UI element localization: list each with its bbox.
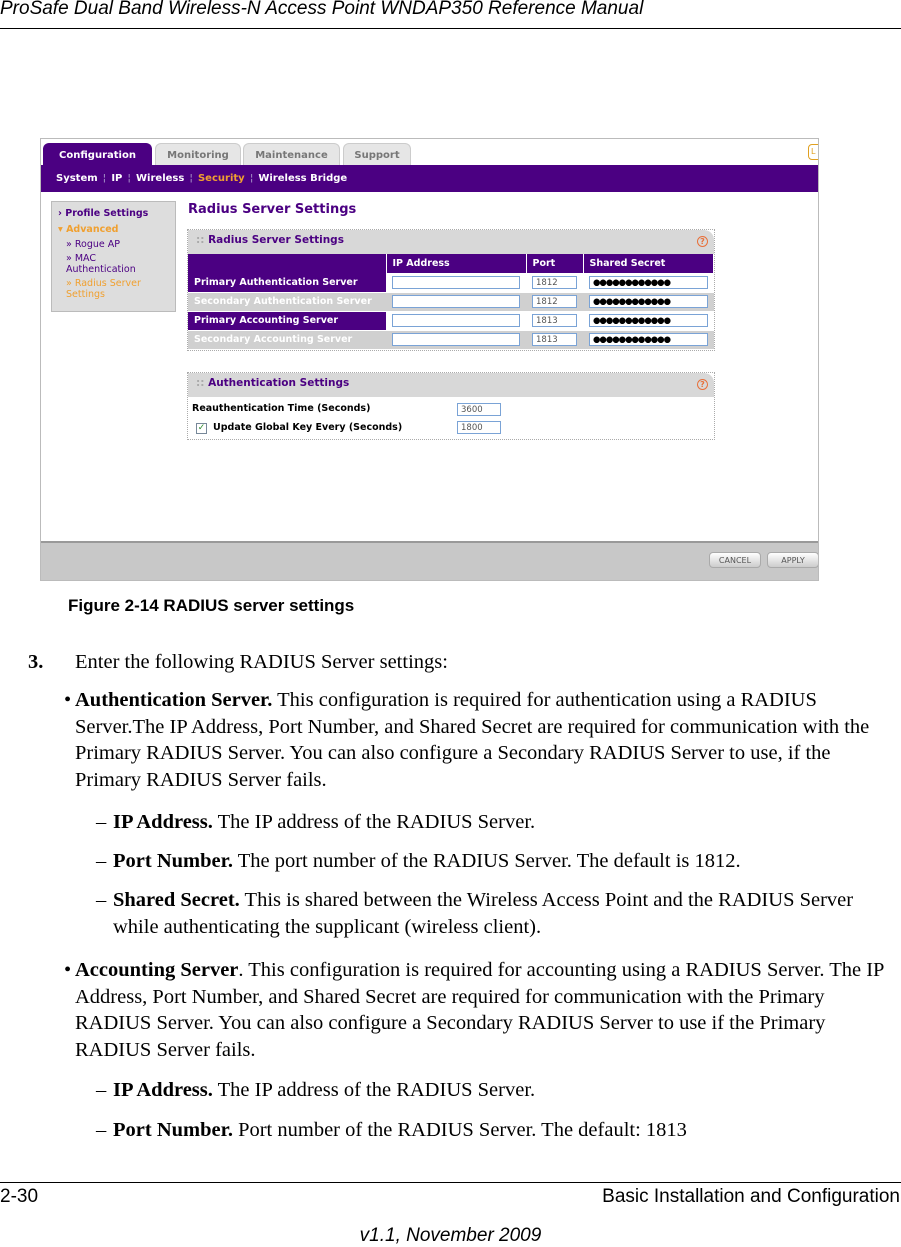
- running-header: ProSafe Dual Band Wireless-N Access Point WNDAP350 Reference Manual: [0, 0, 644, 19]
- step-text: Enter the following RADIUS Server settings:: [75, 651, 448, 673]
- ip-input[interactable]: [392, 276, 520, 289]
- figure-caption: Figure 2-14 RADIUS server settings: [68, 596, 355, 615]
- row-label: Primary Accounting Server: [188, 311, 386, 330]
- header-rule: [0, 28, 901, 29]
- item-title: IP Address.: [113, 811, 213, 833]
- item-title: IP Address.: [113, 1079, 213, 1101]
- item-title: Shared Secret.: [113, 889, 240, 911]
- secret-input[interactable]: ●●●●●●●●●●●●: [589, 276, 708, 289]
- nav-separator: ¦: [127, 173, 132, 184]
- port-input[interactable]: 1812: [532, 295, 577, 308]
- dash: –: [96, 889, 107, 911]
- col-header-secret: Shared Secret: [583, 254, 714, 273]
- secret-input[interactable]: ●●●●●●●●●●●●: [589, 333, 708, 346]
- sidebar-profile-settings[interactable]: › Profile Settings: [58, 208, 149, 219]
- table-row: [188, 311, 714, 330]
- dash: –: [96, 1079, 107, 1101]
- tab-maintenance[interactable]: Maintenance: [243, 143, 340, 166]
- secret-input[interactable]: ●●●●●●●●●●●●: [589, 314, 708, 327]
- update-key-input[interactable]: 1800: [457, 421, 501, 434]
- ip-input[interactable]: [392, 333, 520, 346]
- footer-rule: [0, 1182, 901, 1183]
- panel-title: Authentication Settings: [208, 377, 350, 389]
- authentication-settings-panel: [187, 372, 715, 440]
- reauth-input[interactable]: 3600: [457, 403, 501, 416]
- sidebar-advanced[interactable]: ▾ Advanced: [58, 224, 119, 235]
- help-icon[interactable]: ?: [697, 379, 708, 390]
- bullet: •: [64, 959, 72, 981]
- dash: –: [96, 811, 107, 833]
- button-bar: [41, 541, 819, 581]
- radius-server-panel: [187, 229, 715, 351]
- col-header: [188, 254, 386, 273]
- row-label: Secondary Accounting Server: [188, 330, 386, 349]
- auth-server-title: Authentication Server.: [75, 689, 273, 711]
- help-icon[interactable]: ?: [697, 236, 708, 247]
- nav-separator: ¦: [249, 173, 254, 184]
- col-header-port: Port: [526, 254, 583, 273]
- update-key-label: Update Global Key Every (Seconds): [213, 422, 403, 433]
- page-title: Radius Server Settings: [188, 202, 357, 217]
- nav-wireless[interactable]: Wireless: [136, 173, 185, 184]
- item-text: This is shared between the Wireless Access Point and the RADIUS Server while authenticating the supplicant (wireless client).: [113, 889, 854, 938]
- nav-separator: ¦: [102, 173, 107, 184]
- accounting-server-text: . This configuration is required for accounting using a RADIUS Server. The IP Address, Port Number, and Shared Secret are required for communication with the Primary RADIUS Server. You can also configure a Secondary RADIUS Server to use if the Primary RADIUS Server fails.: [75, 959, 884, 1061]
- router-screenshot: [40, 138, 819, 581]
- label: Advanced: [66, 224, 119, 235]
- item-title: Port Number.: [113, 1119, 233, 1141]
- item-title: Port Number.: [113, 850, 233, 872]
- sidebar-mac-authentication[interactable]: » MAC Authentication: [66, 253, 136, 275]
- item-text: The IP address of the RADIUS Server.: [212, 1079, 536, 1101]
- sidebar-radius-server-settings[interactable]: » Radius Server Settings: [66, 278, 141, 300]
- label: Profile Settings: [65, 208, 149, 219]
- nav-wireless-bridge[interactable]: Wireless Bridge: [258, 173, 348, 184]
- nav-system[interactable]: System: [56, 173, 98, 184]
- port-input[interactable]: 1813: [532, 314, 577, 327]
- page-number: 2-30: [0, 1186, 39, 1207]
- tab-monitoring[interactable]: Monitoring: [155, 143, 241, 166]
- dash: –: [96, 850, 107, 872]
- grip-icon: ::: [196, 234, 209, 246]
- dash: –: [96, 1119, 107, 1141]
- auth-server-text: This configuration is required for authentication using a RADIUS Server.The IP Address, Port Number, and Shared Secret are required for communication with the Primary RADIUS Server. You can also configure a Secondary RADIUS Server to use, if the Primary RADIUS Server fails.: [75, 689, 870, 791]
- table-row: [188, 273, 714, 292]
- update-key-checkbox[interactable]: ✓: [197, 423, 206, 433]
- tab-support[interactable]: Support: [343, 143, 411, 166]
- table-row: [188, 292, 714, 311]
- cancel-button[interactable]: CANCEL: [709, 552, 761, 568]
- sidebar-rogue-ap[interactable]: » Rogue AP: [66, 239, 120, 250]
- nav-ip[interactable]: IP: [111, 173, 123, 184]
- tab-configuration[interactable]: Configuration: [43, 143, 152, 166]
- item-text: The IP address of the RADIUS Server.: [212, 811, 536, 833]
- bullet: •: [64, 689, 72, 711]
- sub-nav: [41, 165, 819, 192]
- table-row: [188, 330, 714, 349]
- ip-input[interactable]: [392, 295, 520, 308]
- label: MAC Authentication: [66, 253, 136, 275]
- panel-title: Radius Server Settings: [208, 234, 344, 246]
- logout-button[interactable]: L: [808, 144, 819, 160]
- radius-table: [188, 254, 714, 350]
- accounting-server-title: Accounting Server: [75, 959, 239, 981]
- version: v1.1, November 2009: [359, 1225, 542, 1246]
- port-input[interactable]: 1812: [532, 276, 577, 289]
- label: Radius Server Settings: [66, 278, 141, 300]
- row-label: Secondary Authentication Server: [188, 292, 386, 311]
- col-header-ip: IP Address: [386, 254, 526, 273]
- step-number: 3.: [28, 651, 44, 673]
- grip-icon: ::: [196, 377, 209, 389]
- row-label: Primary Authentication Server: [188, 273, 386, 292]
- item-text: Port number of the RADIUS Server. The default: 1813: [232, 1119, 687, 1141]
- label: Rogue AP: [74, 239, 120, 250]
- secret-input[interactable]: ●●●●●●●●●●●●: [589, 295, 708, 308]
- nav-separator: ¦: [189, 173, 193, 184]
- section-title: Basic Installation and Configuration: [602, 1186, 900, 1207]
- nav-security[interactable]: Security: [197, 173, 245, 184]
- item-text: The port number of the RADIUS Server. The default is 1812.: [232, 850, 741, 872]
- apply-button[interactable]: APPLY: [767, 552, 819, 568]
- reauth-label: Reauthentication Time (Seconds): [192, 403, 371, 414]
- ip-input[interactable]: [392, 314, 520, 327]
- port-input[interactable]: 1813: [532, 333, 577, 346]
- sidebar: [51, 201, 176, 312]
